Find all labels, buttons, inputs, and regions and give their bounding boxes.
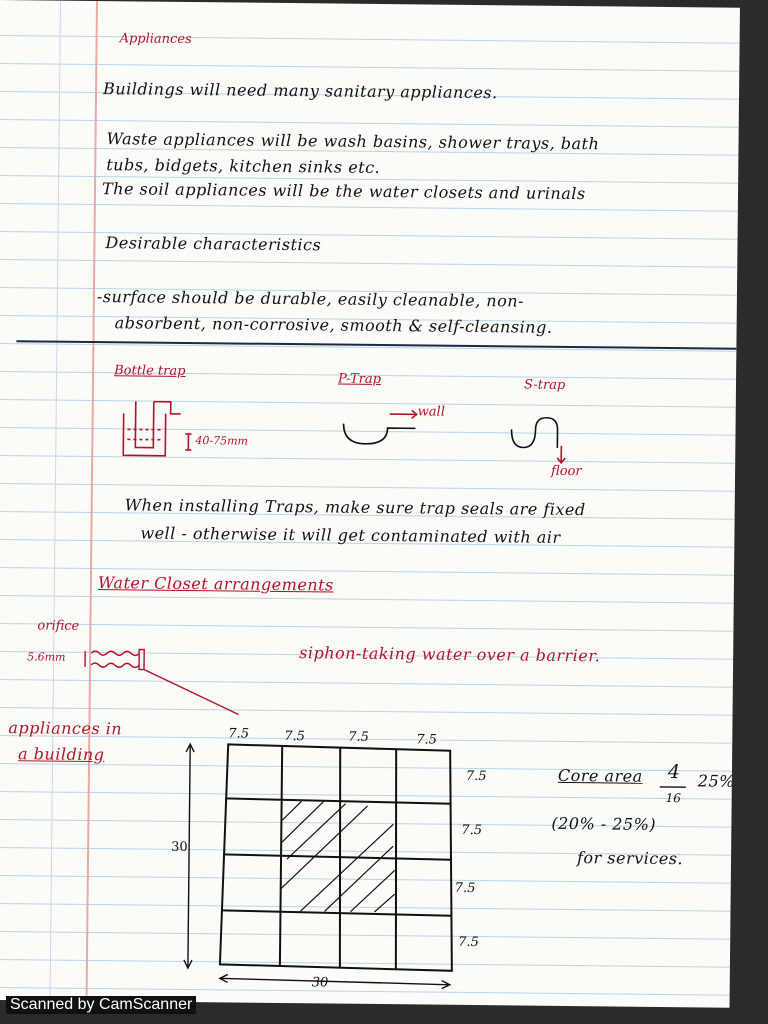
bottle-trap-label: Bottle trap bbox=[114, 363, 186, 379]
row-label-4: 7.5 bbox=[458, 934, 479, 951]
p-trap-sketch bbox=[343, 410, 416, 445]
floor-label: floor bbox=[551, 463, 582, 480]
appliances-heading: Appliances bbox=[119, 31, 192, 48]
scanner-footer: Scanned by CamScanner bbox=[6, 996, 196, 1014]
waste-line-2: tubs, bidgets, kitchen sinks etc. bbox=[106, 155, 381, 177]
s-trap-sketch bbox=[511, 417, 565, 463]
orifice-label: orifice bbox=[37, 618, 80, 634]
p-trap-label: P-Trap bbox=[337, 371, 382, 388]
building-heading-2: a building bbox=[18, 744, 105, 765]
col-label-4: 7.5 bbox=[416, 732, 438, 748]
core-area-label: Core area bbox=[557, 765, 643, 786]
install-line-1: When installing Traps, make sure trap seals are fixed bbox=[124, 495, 586, 520]
core-range: (20% - 25%) bbox=[551, 813, 657, 834]
core-denominator: 16 bbox=[665, 791, 682, 806]
water-closet-heading: Water Closet arrangements bbox=[97, 573, 334, 595]
waste-line-1: Waste appliances will be wash basins, shower trays, bath bbox=[106, 129, 600, 154]
buildings-line: Buildings will need many sanitary appliances. bbox=[102, 79, 498, 103]
for-services: for services. bbox=[576, 848, 684, 869]
install-line-2: well - otherwise it will get contaminated with air bbox=[140, 523, 561, 547]
col-label-1: 7.5 bbox=[228, 726, 250, 742]
orifice-sketch bbox=[85, 649, 240, 715]
s-trap-label: S-trap bbox=[523, 377, 566, 393]
width-label: 30 bbox=[311, 975, 329, 991]
surface-line-2: absorbent, non-corrosive, smooth & self-cleansing. bbox=[114, 313, 553, 337]
soil-line: The soil appliances will be the water closets and urinals bbox=[101, 179, 586, 204]
wall-label: wall bbox=[417, 404, 445, 420]
row-label-1: 7.5 bbox=[465, 768, 487, 785]
row-label-2: 7.5 bbox=[461, 822, 483, 839]
core-numerator: 4 bbox=[667, 761, 681, 784]
col-label-2: 7.5 bbox=[284, 729, 306, 745]
building-grid bbox=[220, 744, 454, 970]
building-heading-1: appliances in bbox=[8, 718, 123, 739]
bottle-trap-sketch bbox=[123, 401, 192, 456]
core-percent: 25% bbox=[697, 771, 736, 791]
row-label-3: 7.5 bbox=[454, 880, 476, 897]
orifice-size: 5.6mm bbox=[27, 650, 66, 664]
surface-line-1: -surface should be durable, easily cleanable, non- bbox=[96, 287, 525, 311]
siphon-line: siphon-taking water over a barrier. bbox=[299, 643, 601, 666]
desirable-heading: Desirable characteristics bbox=[105, 233, 322, 255]
col-label-3: 7.5 bbox=[348, 729, 370, 745]
height-label: 30 bbox=[171, 839, 188, 856]
trap-dimension: 40-75mm bbox=[195, 434, 249, 448]
